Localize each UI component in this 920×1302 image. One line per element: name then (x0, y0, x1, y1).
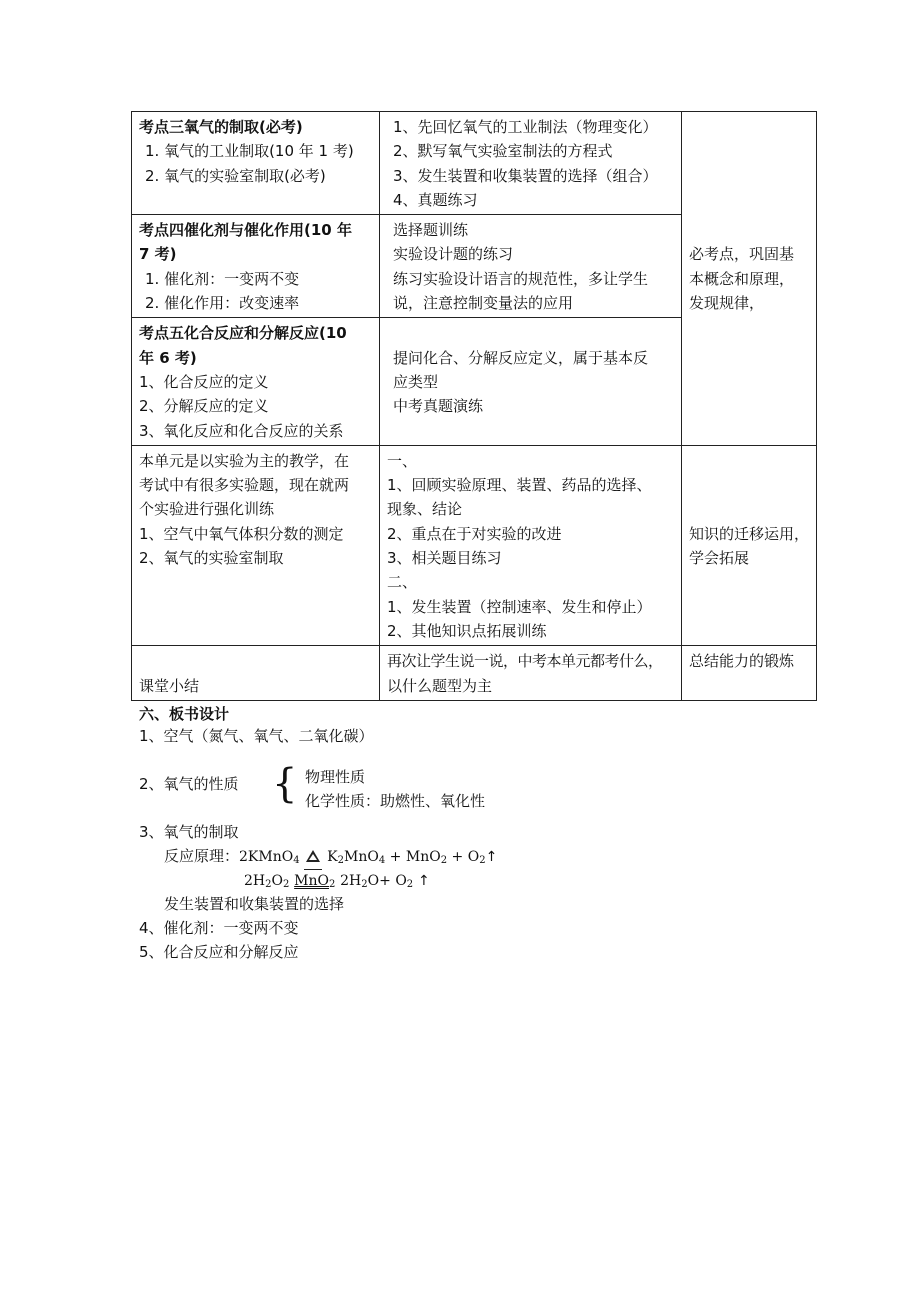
cell-text: 以什么题型为主 (387, 676, 493, 695)
chem-formula: 2KMnO$_4$ (239, 849, 300, 866)
board-item: 4、催化剂：一变两不变 (139, 919, 299, 937)
list-item: 练习实验设计语言的规范性，多让学生 (393, 269, 649, 288)
brace-icon: { (272, 761, 298, 807)
list-item: 1. 催化剂：一变两不变 (145, 269, 300, 288)
cell-text: 总结能力的锻炼 (689, 652, 795, 671)
chem-products: $2H_2O+ O_2$ (340, 873, 414, 890)
table-cell (682, 445, 817, 645)
cell-text: 发现规律， (689, 294, 765, 313)
cell-text: 知识的迁移运用， (689, 524, 810, 543)
chem-formula: $2H_2O_2$ (244, 873, 290, 890)
list-item: 2、默写氧气实验室制法的方程式 (393, 142, 613, 161)
list-item: 2、分解反应的定义 (139, 397, 269, 416)
table-row (132, 646, 817, 701)
list-item: 应类型 (393, 372, 439, 391)
table-cell (682, 646, 817, 701)
list-item: 说，注意控制变量法的应用 (393, 294, 574, 313)
list-item: 2. 氧气的实验室制取(必考) (145, 166, 326, 185)
topic-heading: 考点三氧气的制取(必考) (139, 118, 303, 136)
heat-condition-icon (304, 844, 322, 870)
topic-heading: 考点五化合反应和分解反应(10 (139, 324, 347, 343)
cell-text: 本单元是以实验为主的教学，在 (139, 451, 350, 470)
cell-text: 考试中有很多实验题，现在就两 (139, 476, 350, 495)
gas-arrow-icon: ↑ (485, 849, 498, 865)
reaction-equation-2 (244, 868, 430, 893)
list-item: 2、其他知识点拓展训练 (387, 621, 547, 640)
cell-text: 课堂小结 (139, 676, 200, 695)
board-item: 3、氧气的制取 (139, 823, 239, 841)
board-item: 1、空气（氮气、氧气、二氧化碳） (139, 727, 374, 745)
list-item: 1. 氧气的工业制取(10 年 1 考) (145, 142, 354, 161)
table-cell (380, 318, 682, 445)
board-subitem: 化学性质：助燃性、氧化性 (305, 792, 486, 810)
list-item: 3、相关题目练习 (387, 549, 502, 568)
table-cell (380, 215, 682, 318)
table-cell (380, 112, 682, 215)
reaction-label: 反应原理： (164, 847, 240, 865)
table-cell (380, 646, 682, 701)
list-item: 1、发生装置（控制速率、发生和停止） (387, 597, 652, 616)
cell-text: 本概念和原理， (689, 269, 795, 288)
table-cell (132, 318, 380, 445)
list-item: 2、氧气的实验室制取 (139, 549, 284, 568)
lesson-plan-table (131, 111, 817, 701)
list-item: 1、回顾实验原理、装置、药品的选择、 (387, 476, 652, 495)
topic-heading: 年 6 考) (139, 348, 197, 367)
board-subitem: 发生装置和收集装置的选择 (164, 895, 345, 913)
table-row (132, 445, 817, 645)
board-subitem: 物理性质 (305, 768, 366, 786)
list-item: 3、氧化反应和化合反应的关系 (139, 421, 344, 440)
table-cell-merged (682, 112, 817, 446)
cell-text: 必考点，巩固基 (689, 245, 795, 264)
list-item: 一、 (387, 451, 418, 470)
cell-text: 再次让学生说一说，中考本单元都考什么， (387, 652, 663, 671)
cell-text: 学会拓展 (689, 549, 750, 568)
list-item: 1、先回忆氧气的工业制法（物理变化） (393, 118, 658, 136)
list-item: 2. 催化作用：改变速率 (145, 294, 300, 313)
table-row (132, 112, 817, 215)
table-cell (132, 215, 380, 318)
table-cell (132, 112, 380, 215)
table-cell (380, 445, 682, 645)
list-item: 1、化合反应的定义 (139, 372, 269, 391)
list-item: 2、重点在于对实验的改进 (387, 524, 562, 543)
list-item: 选择题训练 (393, 221, 469, 240)
table-cell (132, 646, 380, 701)
list-item: 现象、结论 (387, 500, 463, 519)
gas-arrow-icon: ↑ (417, 873, 430, 889)
list-item: 4、真题练习 (393, 190, 478, 209)
board-item: 5、化合反应和分解反应 (139, 943, 299, 961)
list-item: 二、 (387, 573, 418, 592)
cell-text: 个实验进行强化训练 (139, 500, 275, 519)
list-item: 1、空气中氧气体积分数的测定 (139, 524, 344, 543)
chem-products: $K_2MnO_4 + MnO_2 + O_2$ (327, 849, 486, 866)
topic-heading: 考点四催化剂与催化作用(10 年 (139, 221, 352, 240)
list-item: 3、发生装置和收集装置的选择（组合） (393, 166, 658, 185)
board-item: 2、氧气的性质 (139, 775, 239, 793)
list-item: 中考真题演练 (393, 397, 484, 416)
reaction-equation-1 (164, 844, 497, 870)
catalyst-condition: MnO$_2$ (294, 873, 336, 890)
section-heading: 六、板书设计 (139, 705, 230, 723)
list-item: 实验设计题的练习 (393, 245, 514, 264)
list-item: 提问化合、分解反应定义，属于基本反 (393, 348, 649, 367)
table-cell (132, 445, 380, 645)
topic-heading: 7 考) (139, 245, 177, 264)
